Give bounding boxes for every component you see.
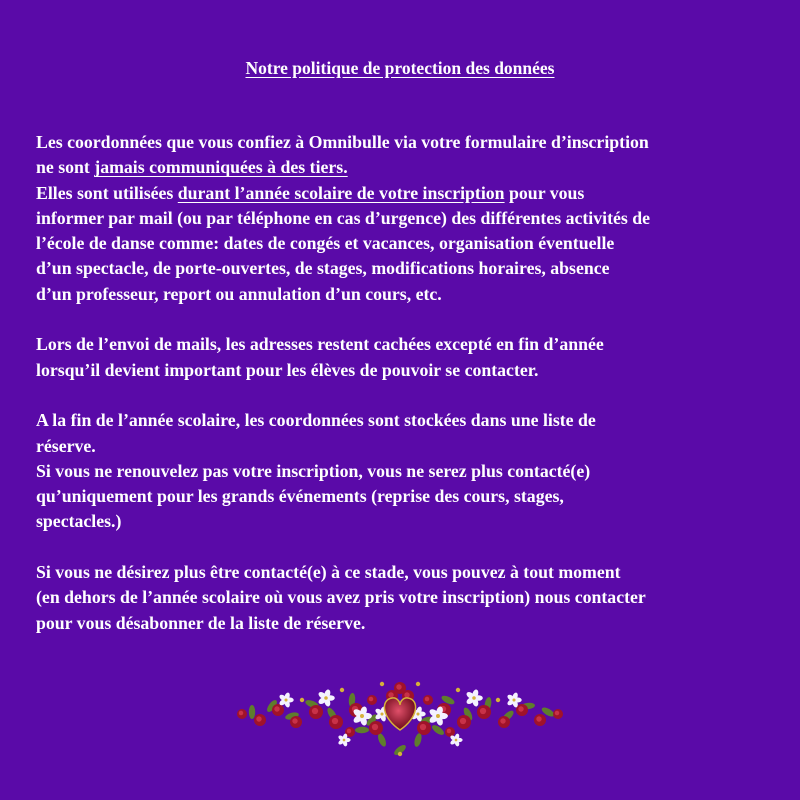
text-line: A la fin de l’année scolaire, les coordonnées sont stockées dans une liste de <box>36 410 596 431</box>
text-line: pour vous désabonner de la liste de réserve. <box>36 612 366 633</box>
text-line: Les coordonnées que vous confiez à Omnibulle via votre formulaire d’inscription <box>36 132 649 152</box>
text-line: (en dehors de l’année scolaire où vous avez pris votre inscription) nous contacter <box>36 587 646 608</box>
text-line: l’école de danse comme: dates de congés et vacances, organisation éventuelle <box>36 233 615 254</box>
text-line <box>36 155 776 180</box>
text-line: Lors de l’envoi de mails, les adresses restent cachées excepté en fin d’année <box>36 334 604 355</box>
text-line: Si vous ne renouvelez pas votre inscription, vous ne serez plus contacté(e) <box>36 460 591 481</box>
page-title-text: Notre politique de protection des données <box>245 58 555 78</box>
text-line: qu’uniquement pour les grands événements (reprise des cours, stages, <box>36 486 564 507</box>
text-line: Si vous ne désirez plus être contacté(e) à ce stade, vous pouvez à tout moment <box>36 562 621 583</box>
paragraph-confidentiality <box>36 130 776 181</box>
paragraph-gap <box>36 383 776 408</box>
text-span: pour vous <box>504 182 585 203</box>
paragraph-hidden-addresses <box>36 332 776 383</box>
text-line: spectacles.) <box>36 511 122 532</box>
text-line: informer par mail (ou par téléphone en cas d’urgence) des différentes activités de <box>36 207 651 228</box>
text-line: lorsqu’il devient important pour les élèves de pouvoir se contacter. <box>36 359 539 380</box>
policy-text <box>36 130 776 636</box>
paragraph-no-renewal <box>36 459 776 535</box>
paragraph-storage <box>36 408 776 459</box>
paragraph-gap <box>36 535 776 560</box>
paragraph-unsubscribe <box>36 560 776 636</box>
paragraph-usage <box>36 181 776 307</box>
text-line: d’un professeur, report ou annulation d’un cours, etc. <box>36 283 442 304</box>
text-line: d’un spectacle, de porte-ouvertes, de stages, modifications horaires, absence <box>36 258 610 279</box>
text-line <box>36 181 776 206</box>
floral-garland-icon <box>232 670 568 760</box>
emphasis-never-shared: jamais communiquées à des tiers. <box>94 157 348 178</box>
paragraph-gap <box>36 307 776 332</box>
page-title <box>0 57 800 79</box>
emphasis-school-year: durant l’année scolaire de votre inscription <box>177 182 505 203</box>
text-line: réserve. <box>36 435 96 456</box>
text-span: Elles sont utilisées <box>36 182 178 203</box>
text-span: ne sont <box>36 157 95 178</box>
